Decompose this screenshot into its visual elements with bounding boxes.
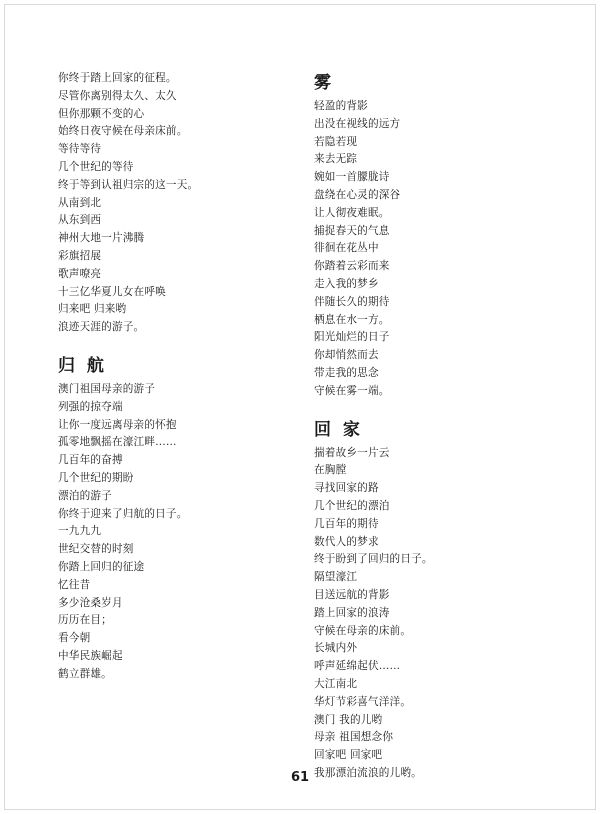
poem-line: 你终于踏上回家的征程。 [58, 72, 177, 84]
poem-line: 来去无踪 [314, 153, 358, 166]
poem-line: 你踏着云彩而来 [314, 260, 390, 273]
poem-line: 终于等到认祖归宗的这一天。 [58, 178, 199, 191]
poem-line: 母亲 祖国想念你 [314, 731, 394, 744]
poem-line: 带走我的思念 [314, 366, 379, 379]
poem-line: 数代人的梦求 [314, 535, 379, 548]
poem-line: 但你那颗不变的心 [58, 107, 145, 120]
poem-line: 从南到北 [58, 196, 102, 209]
poem-line: 大江南北 [314, 677, 358, 690]
poem-line: 在胸膛 [314, 464, 347, 477]
poem-line: 你终于迎来了归航的日子。 [58, 507, 188, 520]
poem-line: 鹤立群雄。 [58, 667, 112, 680]
poem-line: 你却悄然而去 [314, 349, 379, 362]
poem-line: 华灯节彩喜气洋洋。 [314, 695, 412, 708]
poem-line: 伴随长久的期待 [314, 295, 390, 308]
poem-line: 寻找回家的路 [314, 482, 379, 495]
poem-line: 让你一度远离母亲的怀抱 [58, 418, 177, 431]
poem-line: 忆往昔 [58, 578, 91, 591]
poem-line: 孤零地飘摇在濠江畔…… [58, 436, 177, 449]
poem-line: 守候在母亲的床前。 [314, 624, 412, 637]
poem-line: 目送远航的背影 [314, 588, 390, 601]
poem-guihang-body [58, 381, 288, 684]
poem-line: 出没在视线的远方 [314, 117, 401, 130]
poem-line: 终于盼到了回归的日子。 [314, 553, 433, 566]
poem-line: 彩旗招展 [58, 249, 102, 262]
right-column [314, 70, 554, 783]
poem-line: 几个世纪的等待 [58, 160, 134, 173]
poem-line: 回家吧 回家吧 [314, 749, 383, 762]
poem-line: 长城内外 [314, 642, 358, 655]
poem-line: 澳门祖国母亲的游子 [58, 382, 156, 395]
poem-line: 多少沧桑岁月 [58, 596, 123, 609]
poem-line: 几个世纪的漂泊 [314, 499, 390, 512]
poem-line: 一九九九 [58, 525, 102, 538]
page-number: 61 [290, 770, 310, 785]
poem-line: 揣着故乡一片云 [314, 446, 390, 459]
poem-line: 十三亿华夏儿女在呼唤 [58, 285, 166, 298]
poem-line: 列强的掠夺端 [58, 400, 123, 413]
poem-line: 漂泊的游子 [58, 489, 112, 502]
poem-line: 中华民族崛起 [58, 649, 123, 662]
poem-line: 歌声嘹亮 [58, 267, 102, 280]
poem-title-wu: 雾 [314, 73, 334, 93]
poem-line: 看今朝 [58, 632, 91, 645]
poem-line: 隔望濠江 [314, 571, 358, 584]
poem-line: 我那漂泊流浪的儿哟。 [314, 766, 422, 779]
poem-line: 盘绕在心灵的深谷 [314, 188, 401, 201]
poem-continuation [58, 70, 288, 337]
poem-wu-body [314, 98, 554, 401]
poem-line: 守候在雾一端。 [314, 384, 390, 397]
poem-title-huijia: 回 家 [314, 419, 363, 440]
poem-line: 历历在目； [58, 614, 112, 627]
poem-line: 浪迹天涯的游子。 [58, 321, 145, 334]
poem-line: 几百年的期待 [314, 517, 379, 530]
poem-line: 若隐若现 [314, 135, 358, 148]
poem-line: 从东到西 [58, 214, 102, 227]
poem-line: 几百年的奋搏 [58, 454, 123, 467]
poem-line: 阳光灿烂的日子 [314, 331, 390, 344]
poem-title-guihang: 归 航 [58, 355, 107, 376]
poem-line: 几个世纪的期盼 [58, 471, 134, 484]
poem-line: 尽管你离别得太久、太久 [58, 89, 177, 102]
poem-line: 归来吧 归来哟 [58, 303, 127, 316]
poem-line: 让人彻夜难眠。 [314, 206, 390, 219]
poem-line: 捕捉春天的气息 [314, 224, 390, 237]
poem-huijia-body [314, 445, 554, 783]
poem-line: 始终日夜守候在母亲床前。 [58, 125, 188, 138]
poem-line: 踏上回家的浪涛 [314, 606, 390, 619]
poem-line: 徘徊在花丛中 [314, 242, 379, 255]
poem-line: 走入我的梦乡 [314, 277, 379, 290]
poem-line: 婉如一首朦胧诗 [314, 171, 390, 184]
poem-line: 轻盈的背影 [314, 100, 368, 112]
poem-line: 栖息在水一方。 [314, 313, 390, 326]
poem-line: 呼声延绵起伏…… [314, 660, 401, 673]
poem-line: 你踏上回归的征途 [58, 560, 145, 573]
poem-line: 等待等待 [58, 143, 102, 156]
poem-line: 澳门 我的儿哟 [314, 713, 383, 726]
poem-line: 世纪交替的时刻 [58, 543, 134, 556]
poem-line: 神州大地一片沸腾 [58, 232, 145, 245]
left-column [58, 70, 288, 684]
